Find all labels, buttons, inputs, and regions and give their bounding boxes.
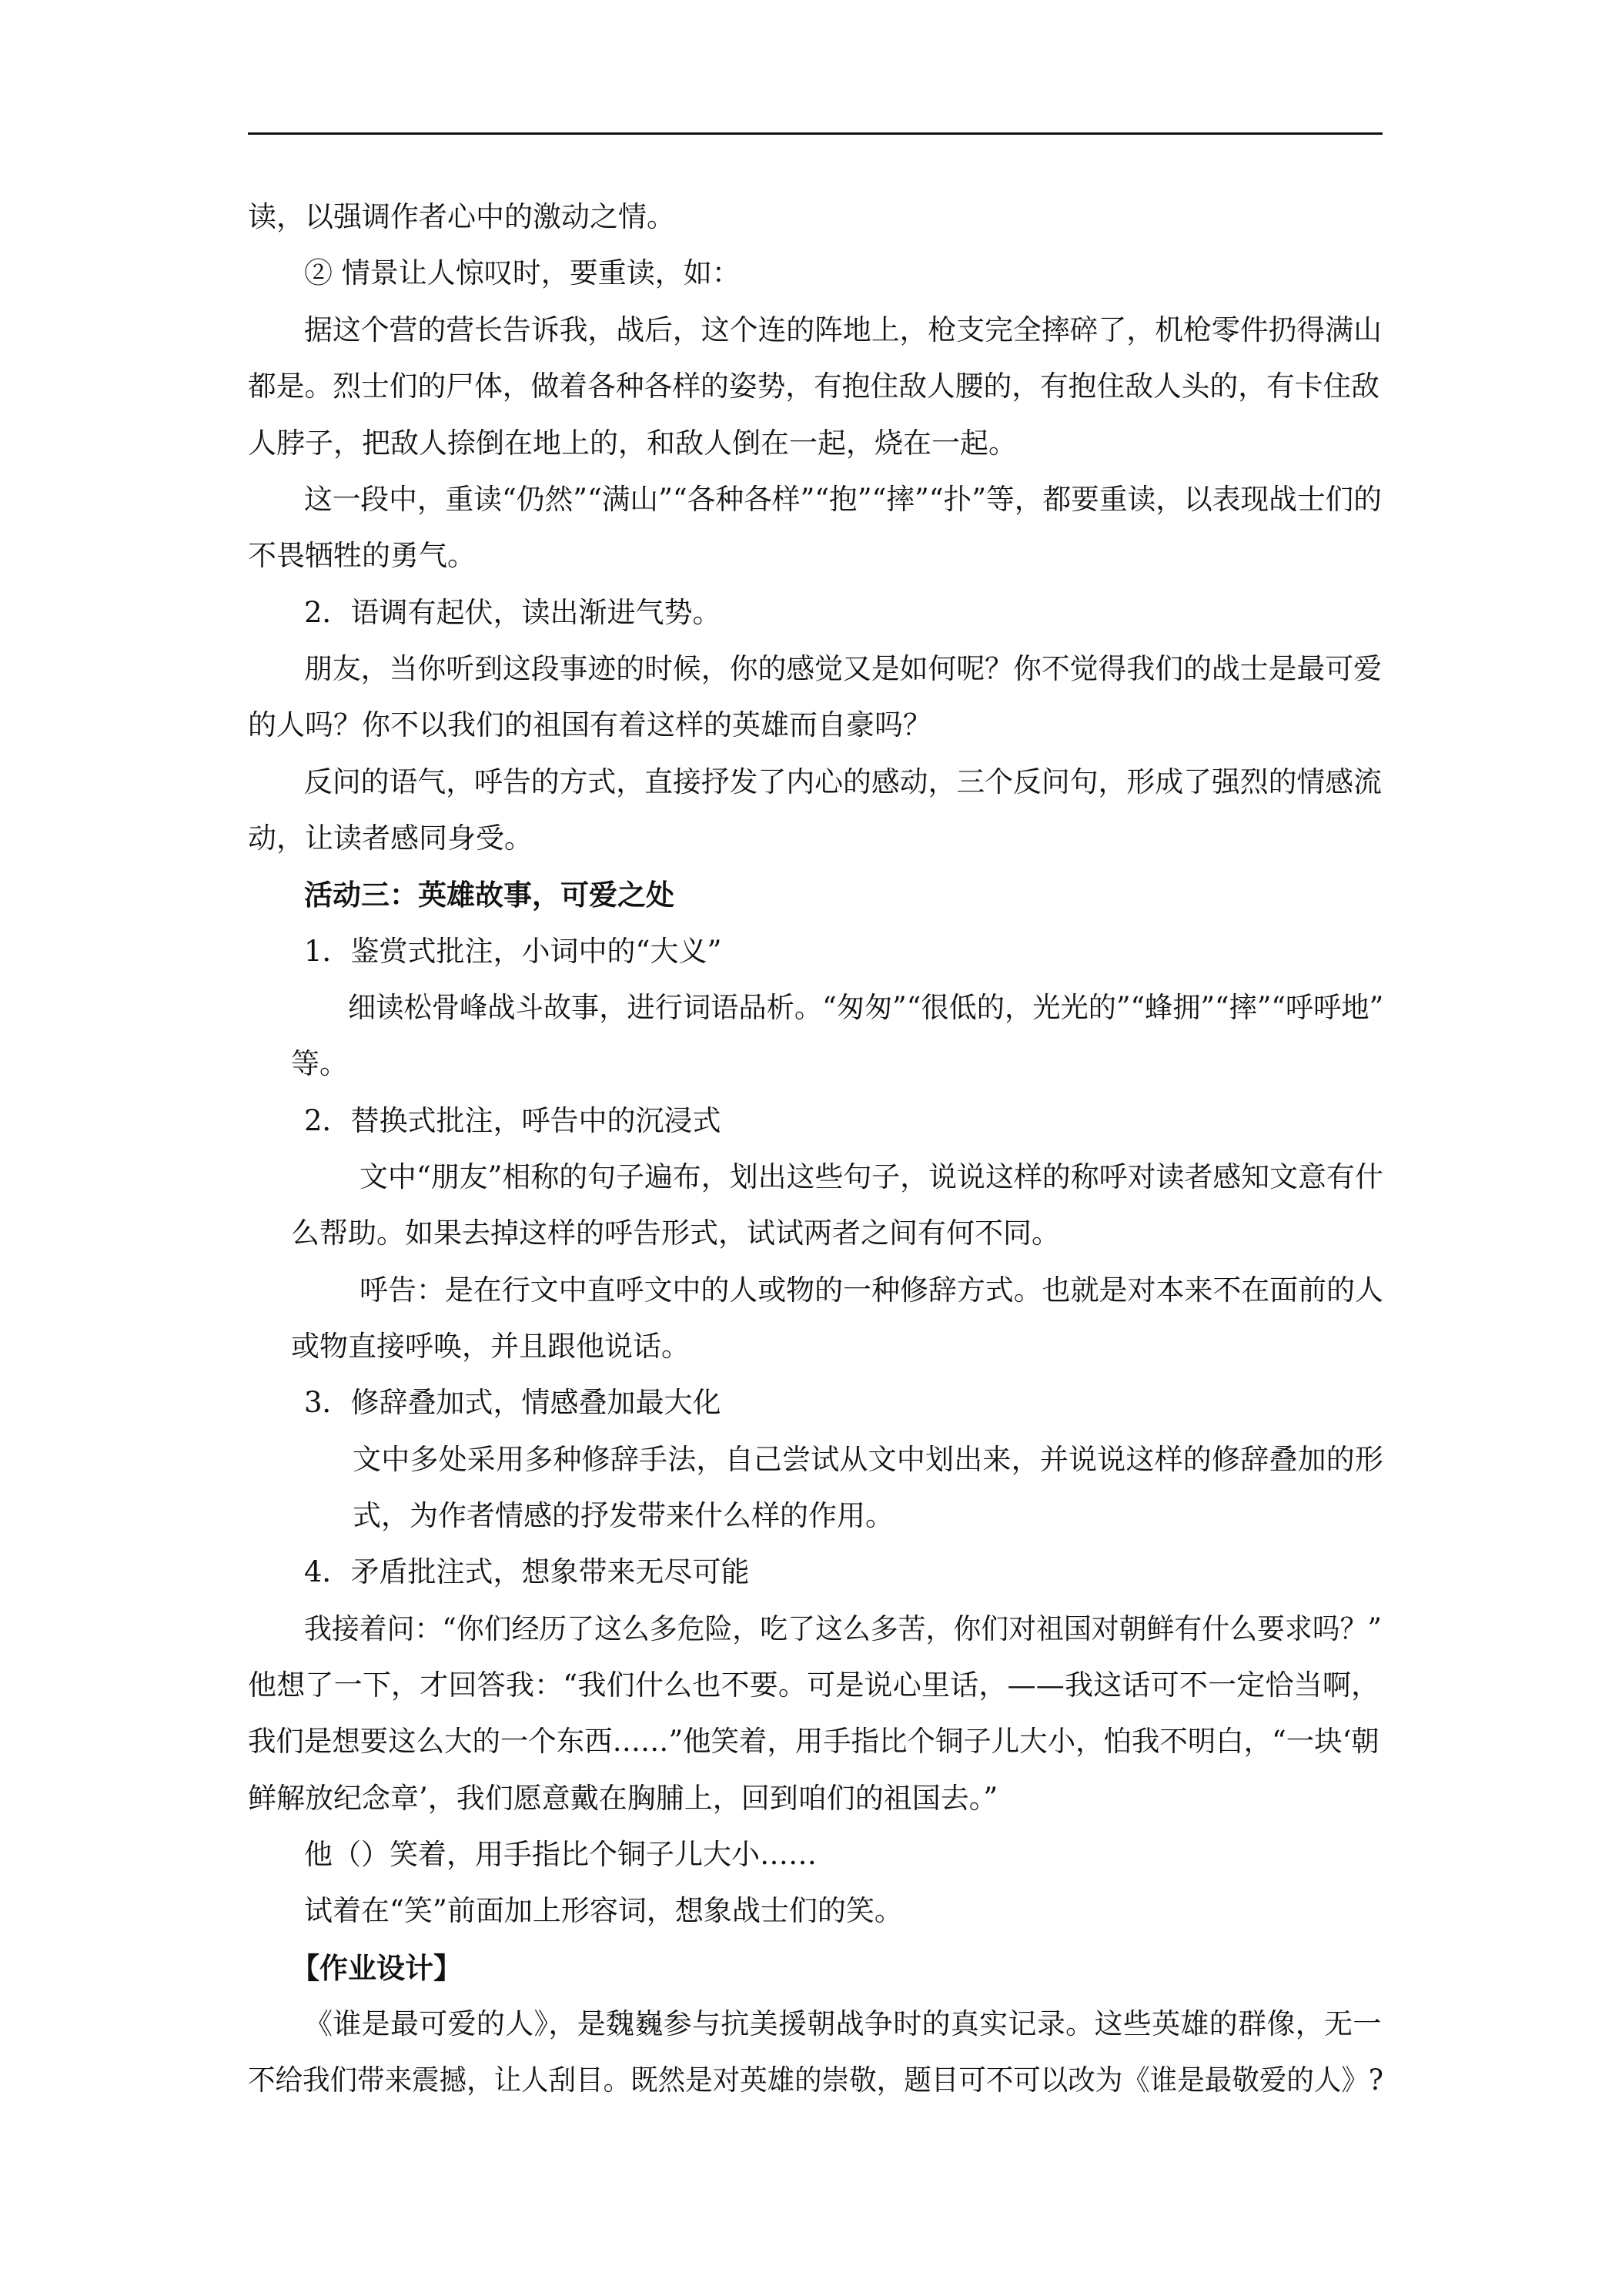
text-line-25: 4．矛盾批注式，想象带来无尽可能 (304, 1555, 750, 1588)
text-line-18: 文中“朋友”相称的句子遍布，划出这些句子，说说这样的称呼对读者感知文意有什 (360, 1160, 1383, 1193)
text-line-21: 或物直接呼唤，并且跟他说话。 (291, 1330, 690, 1363)
text-line-9: 朋友，当你听到这段事迹的时候，你的感觉又是如何呢？你不觉得我们的战士是最可爱 (304, 652, 1382, 685)
text-line-1: 读，以强调作者心中的激动之情。 (248, 200, 675, 233)
text-line-26: 我接着问：“你们经历了这么多危险，吃了这么多苦，你们对祖国对朝鲜有什么要求吗？” (304, 1612, 1382, 1645)
text-line-7: 不畏牺牲的勇气。 (248, 539, 476, 572)
text-line-22: 3．修辞叠加式，情感叠加最大化 (304, 1386, 721, 1419)
text-line-14: 1．鉴赏式批注，小词中的“大义” (304, 935, 722, 968)
text-line-28: 我们是想要这么大的一个东西……”他笑着，用手指比个铜子儿大小，怕我不明白，“一块‘朝 (248, 1725, 1380, 1758)
text-line-16: 等。 (291, 1047, 348, 1080)
text-line-33: 《谁是最可爱的人》，是魏巍参与抗美援朝战争时的真实记录。这些英雄的群像，无一 (304, 2007, 1382, 2040)
text-line-3: 据这个营的营长告诉我，战后，这个连的阵地上，枪支完全摔碎了，机枪零件扔得满山 (304, 313, 1382, 346)
text-line-5: 人脖子，把敌人捺倒在地上的，和敌人倒在一起，烧在一起。 (248, 427, 1017, 460)
text-line-31: 试着在“笑”前面加上形容词，想象战士们的笑。 (304, 1894, 903, 1927)
text-line-23: 文中多处采用多种修辞手法，自己尝试从文中划出来，并说说这样的修辞叠加的形 (353, 1443, 1384, 1476)
section-heading-homework: 【作业设计】 (291, 1951, 462, 1985)
text-line-27: 他想了一下，才回答我：“我们什么也不要。可是说心里话，——我这话可不一定恰当啊， (248, 1668, 1380, 1702)
text-line-20: 呼告：是在行文中直呼文中的人或物的一种修辞方式。也就是对本来不在面前的人 (360, 1274, 1384, 1307)
text-line-17: 2．替换式批注，呼告中的沉浸式 (304, 1104, 721, 1137)
text-line-11: 反问的语气，呼告的方式，直接抒发了内心的感动，三个反问句，形成了强烈的情感流 (304, 765, 1382, 798)
section-heading-activity-3: 活动三：英雄故事，可爱之处 (304, 878, 674, 912)
text-line-15: 细读松骨峰战斗故事，进行词语品析。“匆匆”“很低的，光光的”“蜂拥”“摔”“呼呼地” (348, 991, 1384, 1024)
text-line-24: 式，为作者情感的抒发带来什么样的作用。 (353, 1499, 894, 1532)
text-line-4: 都是。烈士们的尸体，做着各种各样的姿势，有抱住敌人腰的，有抱住敌人头的，有卡住敌 (248, 370, 1380, 403)
header-rule (248, 132, 1383, 135)
text-line-6: 这一段中，重读“仍然”“满山”“各种各样”“抱”“摔”“扑”等，都要重读，以表现战士们的 (304, 483, 1382, 516)
text-line-2: ② 情景让人惊叹时，要重读，如： (304, 256, 741, 290)
text-line-19: 么帮助。如果去掉这样的呼告形式，试试两者之间有何不同。 (291, 1217, 1060, 1250)
text-line-34: 不给我们带来震撼，让人刮目。既然是对英雄的崇敬，题目可不可以改为《谁是最敬爱的人》? (248, 2063, 1383, 2097)
text-line-29: 鲜解放纪念章’，我们愿意戴在胸脯上，回到咱们的祖国去。” (248, 1782, 998, 1815)
text-line-30: 他（）笑着，用手指比个铜子儿大小…… (304, 1838, 817, 1871)
text-line-12: 动，让读者感同身受。 (248, 822, 533, 855)
text-line-10: 的人吗？你不以我们的祖国有着这样的英雄而自豪吗？ (248, 708, 931, 741)
text-line-8: 2．语调有起伏，读出渐进气势。 (304, 596, 721, 629)
